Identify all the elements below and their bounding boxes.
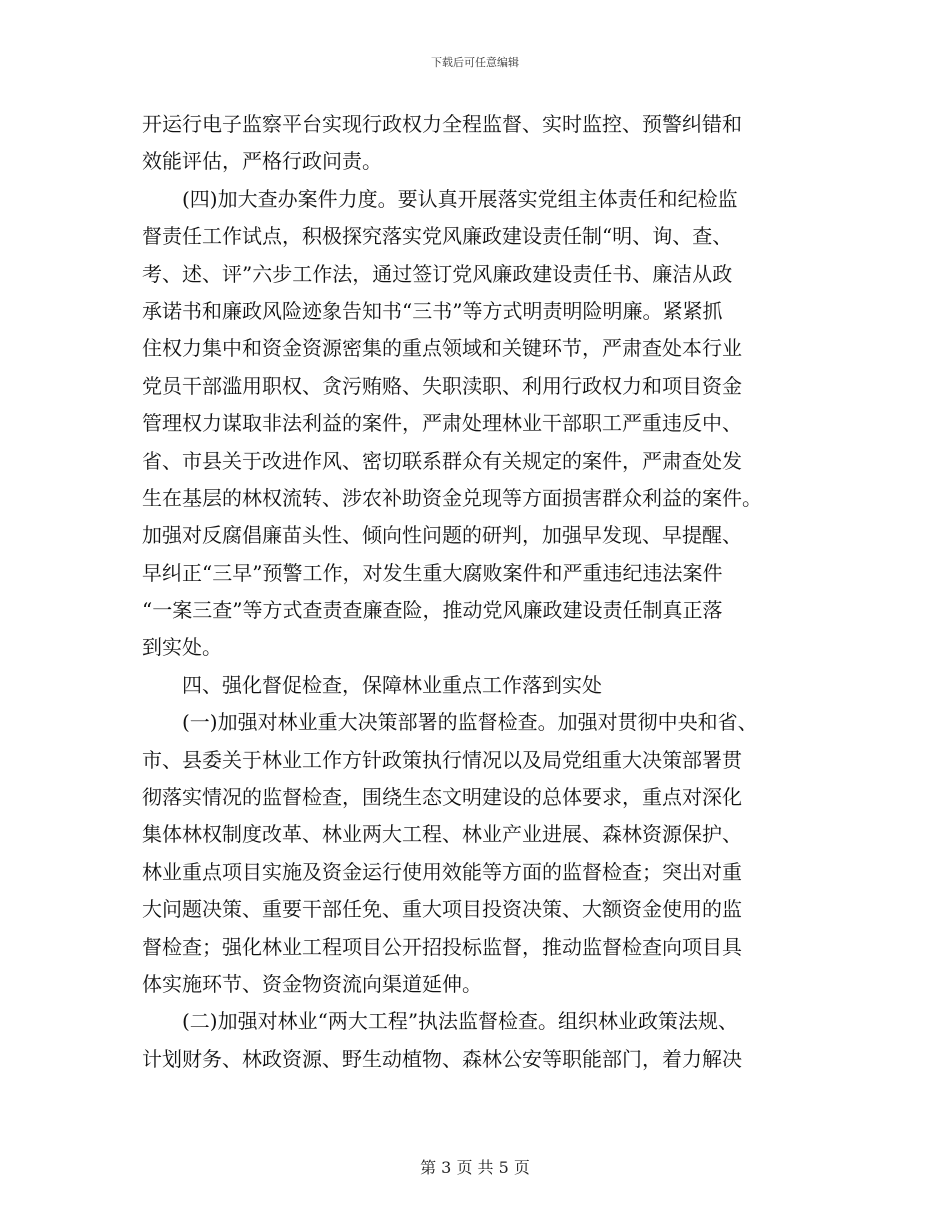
text-line: 督检查；强化林业工程项目公开招投标监督，推动监督检查向项目具 [142, 934, 742, 959]
text-line: 林业重点项目实施及资金运行使用效能等方面的监督检查；突出对重 [142, 859, 742, 884]
text-line: 集体林权制度改革、林业两大工程、林业产业进展、森林资源保护、 [142, 822, 742, 847]
text-line: 早纠正“三早”预警工作，对发生重大腐败案件和严重违纪违法案件 [142, 560, 723, 585]
text-line: 督责任工作试点，积极探究落实党风廉政建设责任制“明、询、查、 [142, 224, 733, 249]
text-line: 开运行电子监察平台实现行政权力全程监督、实时监控、预警纠错和 [142, 112, 742, 136]
text-line: (二)加强对林业“两大工程”执法监督检查。组织林业政策法规、 [142, 1009, 739, 1034]
text-line: 承诺书和廉政风险迹象告知书“三书”等方式明责明险明廉。紧紧抓 [142, 298, 723, 323]
text-line: 省、市县关于改进作风、密切联系群众有关规定的案件，严肃查处发 [142, 448, 742, 473]
text-line: 生在基层的林权流转、涉农补助资金兑现等方面损害群众利益的案件。 [142, 485, 762, 510]
text-line: 党员干部滥用职权、贪污贿赂、失职渎职、利用行政权力和项目资金 [142, 373, 742, 398]
text-line: 效能评估，严格行政问责。 [142, 149, 382, 174]
document-body [142, 106, 817, 1078]
text-line: 住权力集中和资金资源密集的重点领域和关键环节，严肃查处本行业 [142, 336, 742, 361]
section-heading: 四、强化督促检查，保障林业重点工作落到实处 [142, 672, 602, 697]
text-line: 彻落实情况的监督检查，围绕生态文明建设的总体要求，重点对深化 [142, 785, 742, 810]
text-line: 体实施环节、资金物资流向渠道延伸。 [142, 971, 482, 996]
page-footer: 第 3 页 共 5 页 [420, 1158, 530, 1177]
text-line: (一)加强对林业重大决策部署的监督检查。加强对贯彻中央和省、 [142, 710, 758, 735]
text-line: 加强对反腐倡廉苗头性、倾向性问题的研判，加强早发现、早提醒、 [142, 523, 742, 548]
text-line: 到实处。 [142, 635, 222, 660]
text-line: 市、县委关于林业工作方针政策执行情况以及局党组重大决策部署贯 [142, 747, 742, 772]
text-line: “一案三查”等方式查责查廉查险，推动党风廉政建设责任制真正落 [142, 598, 723, 623]
text-line: 管理权力谋取非法利益的案件，严肃处理林业干部职工严重违反中、 [142, 411, 742, 436]
text-line: (四)加大查办案件力度。要认真开展落实党组主体责任和纪检监 [142, 186, 738, 211]
page-header: 下载后可任意编辑 [431, 56, 519, 69]
text-line: 计划财务、林政资源、野生动植物、森林公安等职能部门，着力解决 [142, 1046, 742, 1071]
text-line: 考、述、评”六步工作法，通过签订党风廉政建设责任书、廉洁从政 [142, 261, 733, 286]
text-line: 大问题决策、重要干部任免、重大项目投资决策、大额资金使用的监 [142, 897, 742, 922]
